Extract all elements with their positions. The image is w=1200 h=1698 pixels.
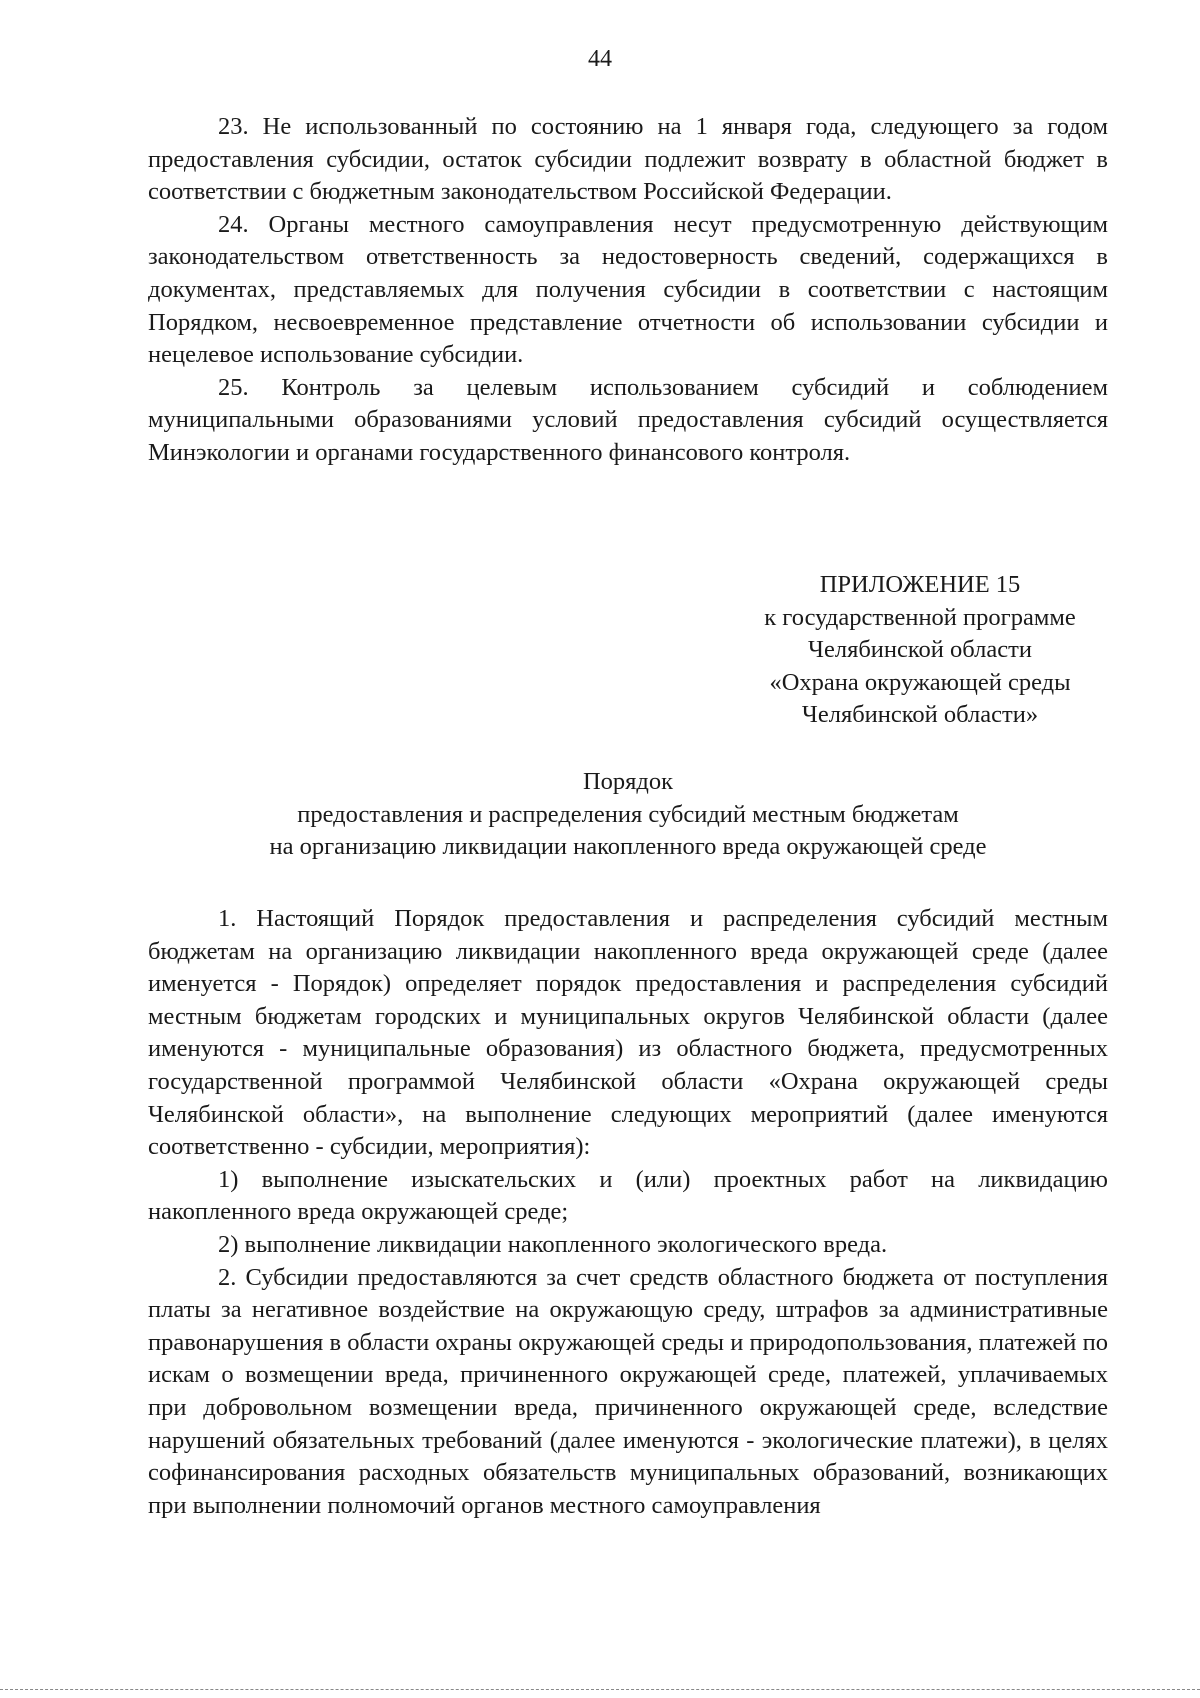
page-number: 44 [588,46,612,72]
document-subtitle-line: предоставления и распределения субсидий местным бюджетам [297,800,959,828]
paragraph-25: 25. Контроль за целевым использованием субсидий и соблюдением муниципальными образованиями условий предоставления субсидий осуществляется Минэкологии и органами государственного финансового контроля. [148,373,1108,466]
list-item-1: 1) выполнение изыскательских и (или) проектных работ на ликвидацию накопленного вреда окружающей среде; [148,1165,1108,1226]
document-title [148,766,1108,864]
paragraph-1: 1. Настоящий Порядок предоставления и распределения субсидий местным бюджетам на организацию ликвидации накопленного вреда окружающей среде (далее именуется - Порядок) определяет порядок предоставления и распределения субсидий местным бюджетам городских и муниципальных округов Челябинской области (далее именуются - муниципальные образования) из областного бюджета, предусмотренных государственной программой Челябинской области «Охрана окружающей среды Челябинской области», на выполнение следующих мероприятий (далее именуются соответственно - субсидии, мероприятия): [148,905,1108,1161]
body-section [148,903,1108,1522]
top-section [148,111,1108,470]
appendix-header [720,569,1120,732]
paragraph-2: 2. Субсидии предоставляются за счет средств областного бюджета от поступления платы за негативное воздействие на окружающую среду, штрафов за административные правонарушения в области охраны окружающей среды и природопользования, платежей по искам о возмещении вреда, причиненного окружающей среде, платежей, уплачиваемых при добровольном возмещении вреда, причиненного окружающей среде, вследствие нарушений обязательных требований (далее именуются - экологические платежи), в целях софинансирования расходных обязательств муниципальных образований, возникающих при выполнении полномочий органов местного самоуправления [148,1263,1108,1519]
appendix-line: к государственной программе [764,603,1076,631]
document-heading: Порядок [582,768,674,795]
list-item-2: 2) выполнение ликвидации накопленного экологического вреда. [218,1230,888,1258]
document-subtitle-line: на организацию ликвидации накопленного вреда окружающей среде [269,833,987,861]
footer-divider [0,1689,1200,1690]
appendix-title: ПРИЛОЖЕНИЕ 15 [819,571,1021,598]
appendix-line: Челябинской области» [801,701,1039,729]
paragraph-23: 23. Не использованный по состоянию на 1 января года, следующего за годом предоставления субсидии, остаток субсидии подлежит возврату в областной бюджет в соответствии с бюджетным законодательством Российской Федерации. [148,113,1108,206]
paragraph-24: 24. Органы местного самоуправления несут предусмотренную действующим законодательством ответственность за недостоверность сведений, содержащихся в документах, представляемых для получения субсидии в соответствии с настоящим Порядком, несвоевременное представление отчетности об использовании субсидии и нецелевое использование субсидии. [148,210,1108,369]
appendix-line: «Охрана окружающей среды [769,668,1071,696]
appendix-line: Челябинской области [808,636,1032,664]
